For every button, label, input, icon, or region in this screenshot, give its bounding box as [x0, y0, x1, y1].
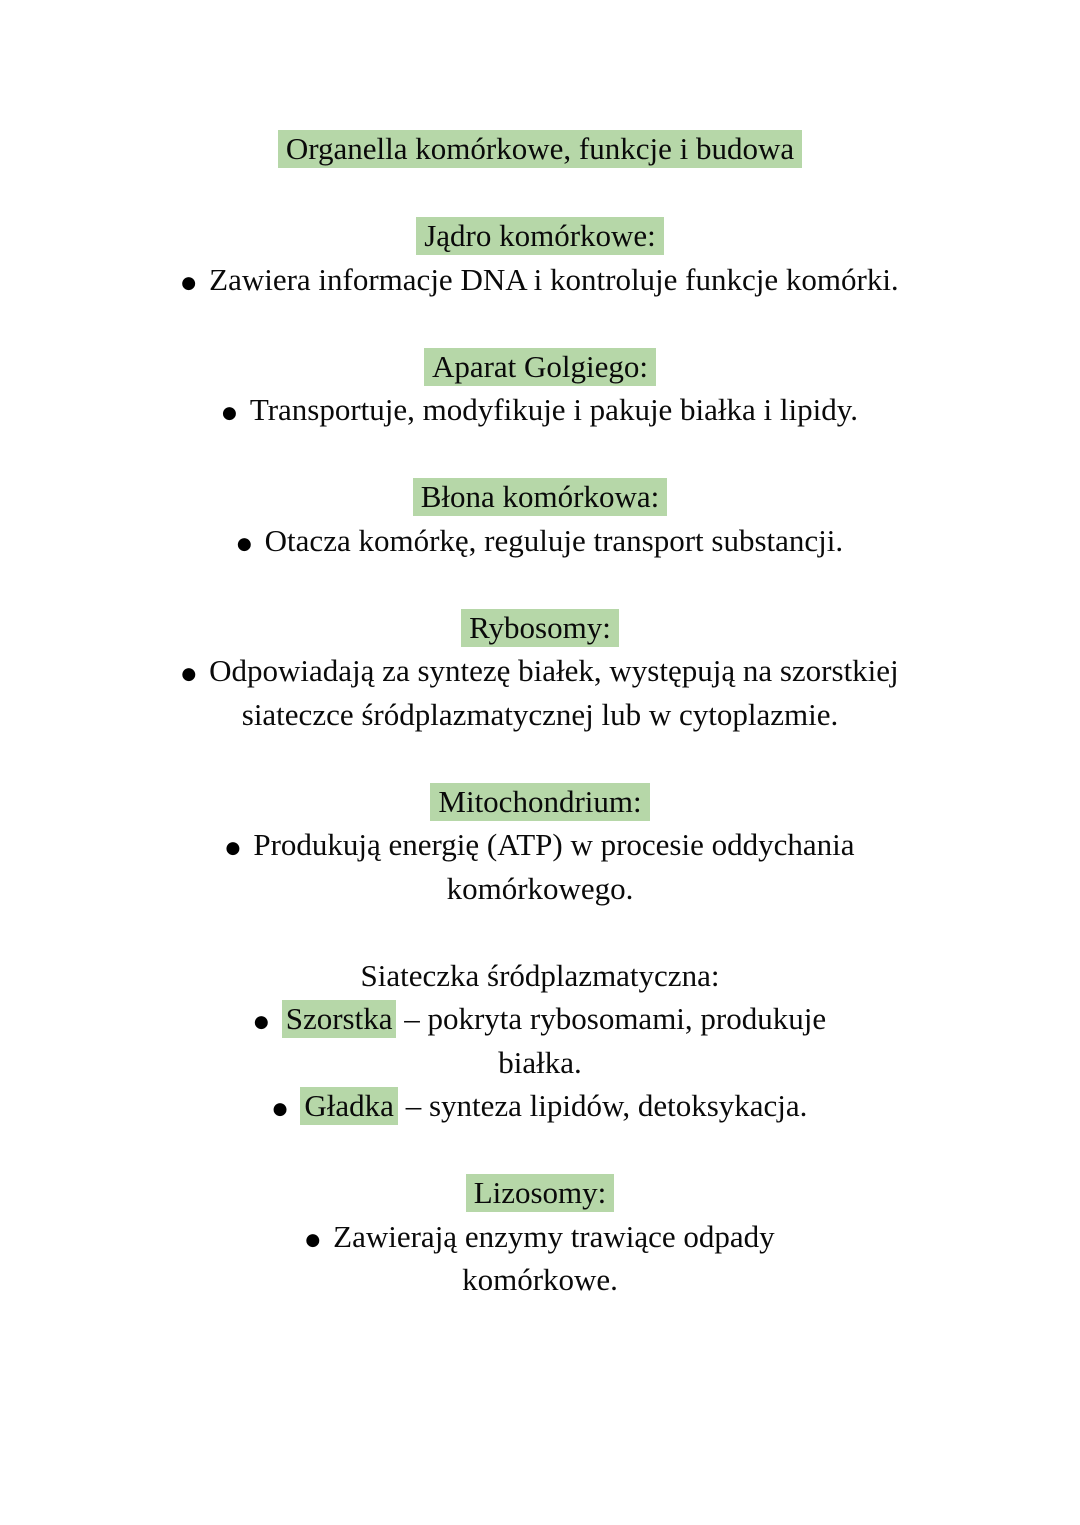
- bullet-item: [0, 1215, 1080, 1259]
- bullet-text-continuation: [0, 867, 1080, 911]
- bullet-text: komórkowe.: [462, 1262, 618, 1297]
- section-heading-siateczka-srodplazmatyczna: Siateczka śródplazmatyczna:: [360, 957, 720, 993]
- section-heading-line: [0, 475, 1080, 519]
- bullet-marker-icon: ●: [236, 533, 252, 554]
- section-heading-line: [0, 780, 1080, 824]
- section-heading-rybosomy: Rybosomy:: [461, 609, 619, 647]
- section-heading-jadro-komorkowe: Jądro komórkowe:: [416, 217, 664, 255]
- section-heading-line: [0, 214, 1080, 258]
- highlighted-term-szorstka: Szorstka: [282, 1000, 397, 1038]
- bullet-text: Transportuje, modyfikuje i pakuje białka i lipidy.: [249, 392, 858, 427]
- section-heading-line: [0, 1171, 1080, 1215]
- bullet-item: [0, 997, 1080, 1041]
- section-heading-lizosomy: Lizosomy:: [466, 1174, 615, 1212]
- document-title: Organella komórkowe, funkcje i budowa: [278, 130, 802, 168]
- bullet-text: Produkują energię (ATP) w procesie oddychania: [253, 827, 855, 862]
- bullet-marker-icon: ●: [305, 1229, 321, 1250]
- bullet-marker-icon: ●: [181, 664, 197, 684]
- bullet-marker-icon: ●: [225, 838, 241, 858]
- highlighted-term-gladka: Gładka: [300, 1087, 398, 1125]
- bullet-marker-icon: ●: [222, 403, 237, 423]
- bullet-item: [0, 388, 1080, 432]
- bullet-text: – pokryta rybosomami, produkuje: [396, 1001, 827, 1036]
- blank-line: [0, 910, 1080, 954]
- bullet-marker-icon: ●: [253, 1012, 269, 1032]
- bullet-text: Zawiera informacje DNA i kontroluje funkcje komórki.: [209, 261, 899, 297]
- bullet-text: siateczce śródplazmatycznej lub w cytoplazmie.: [241, 696, 839, 732]
- bullet-marker-icon: ●: [272, 1099, 288, 1119]
- bullet-text: Odpowiadają za syntezę białek, występują na szorstkiej: [209, 653, 899, 688]
- blank-line: [0, 736, 1080, 780]
- document-title-line: [0, 127, 1080, 171]
- blank-line: [0, 432, 1080, 476]
- bullet-item: [0, 258, 1080, 302]
- bullet-text: białka.: [498, 1044, 582, 1080]
- bullet-item: [0, 649, 1080, 693]
- bullet-text: Zawierają enzymy trawiące odpady: [333, 1218, 775, 1254]
- bullet-text-continuation: [0, 1041, 1080, 1085]
- blank-line: [0, 1128, 1080, 1172]
- section-heading-line: [0, 954, 1080, 998]
- bullet-text: komórkowego.: [446, 870, 634, 906]
- blank-line: [0, 562, 1080, 606]
- bullet-text: – synteza lipidów, detoksykacja.: [397, 1088, 808, 1123]
- bullet-item: [0, 519, 1080, 563]
- bullet-text-continuation: [0, 1258, 1080, 1302]
- section-heading-line: [0, 606, 1080, 650]
- section-heading-line: [0, 345, 1080, 389]
- blank-line: [0, 171, 1080, 215]
- bullet-text-continuation: [0, 693, 1080, 737]
- bullet-text: Otacza komórkę, reguluje transport substancji.: [264, 522, 844, 558]
- bullet-item: [0, 823, 1080, 867]
- section-heading-mitochondrium: Mitochondrium:: [430, 783, 649, 821]
- bullet-item: [0, 1084, 1080, 1128]
- section-heading-blona-komorkowa: Błona komórkowa:: [413, 478, 668, 516]
- section-heading-aparat-golgiego: Aparat Golgiego:: [424, 348, 656, 386]
- blank-line: [0, 301, 1080, 345]
- bullet-marker-icon: ●: [181, 272, 197, 293]
